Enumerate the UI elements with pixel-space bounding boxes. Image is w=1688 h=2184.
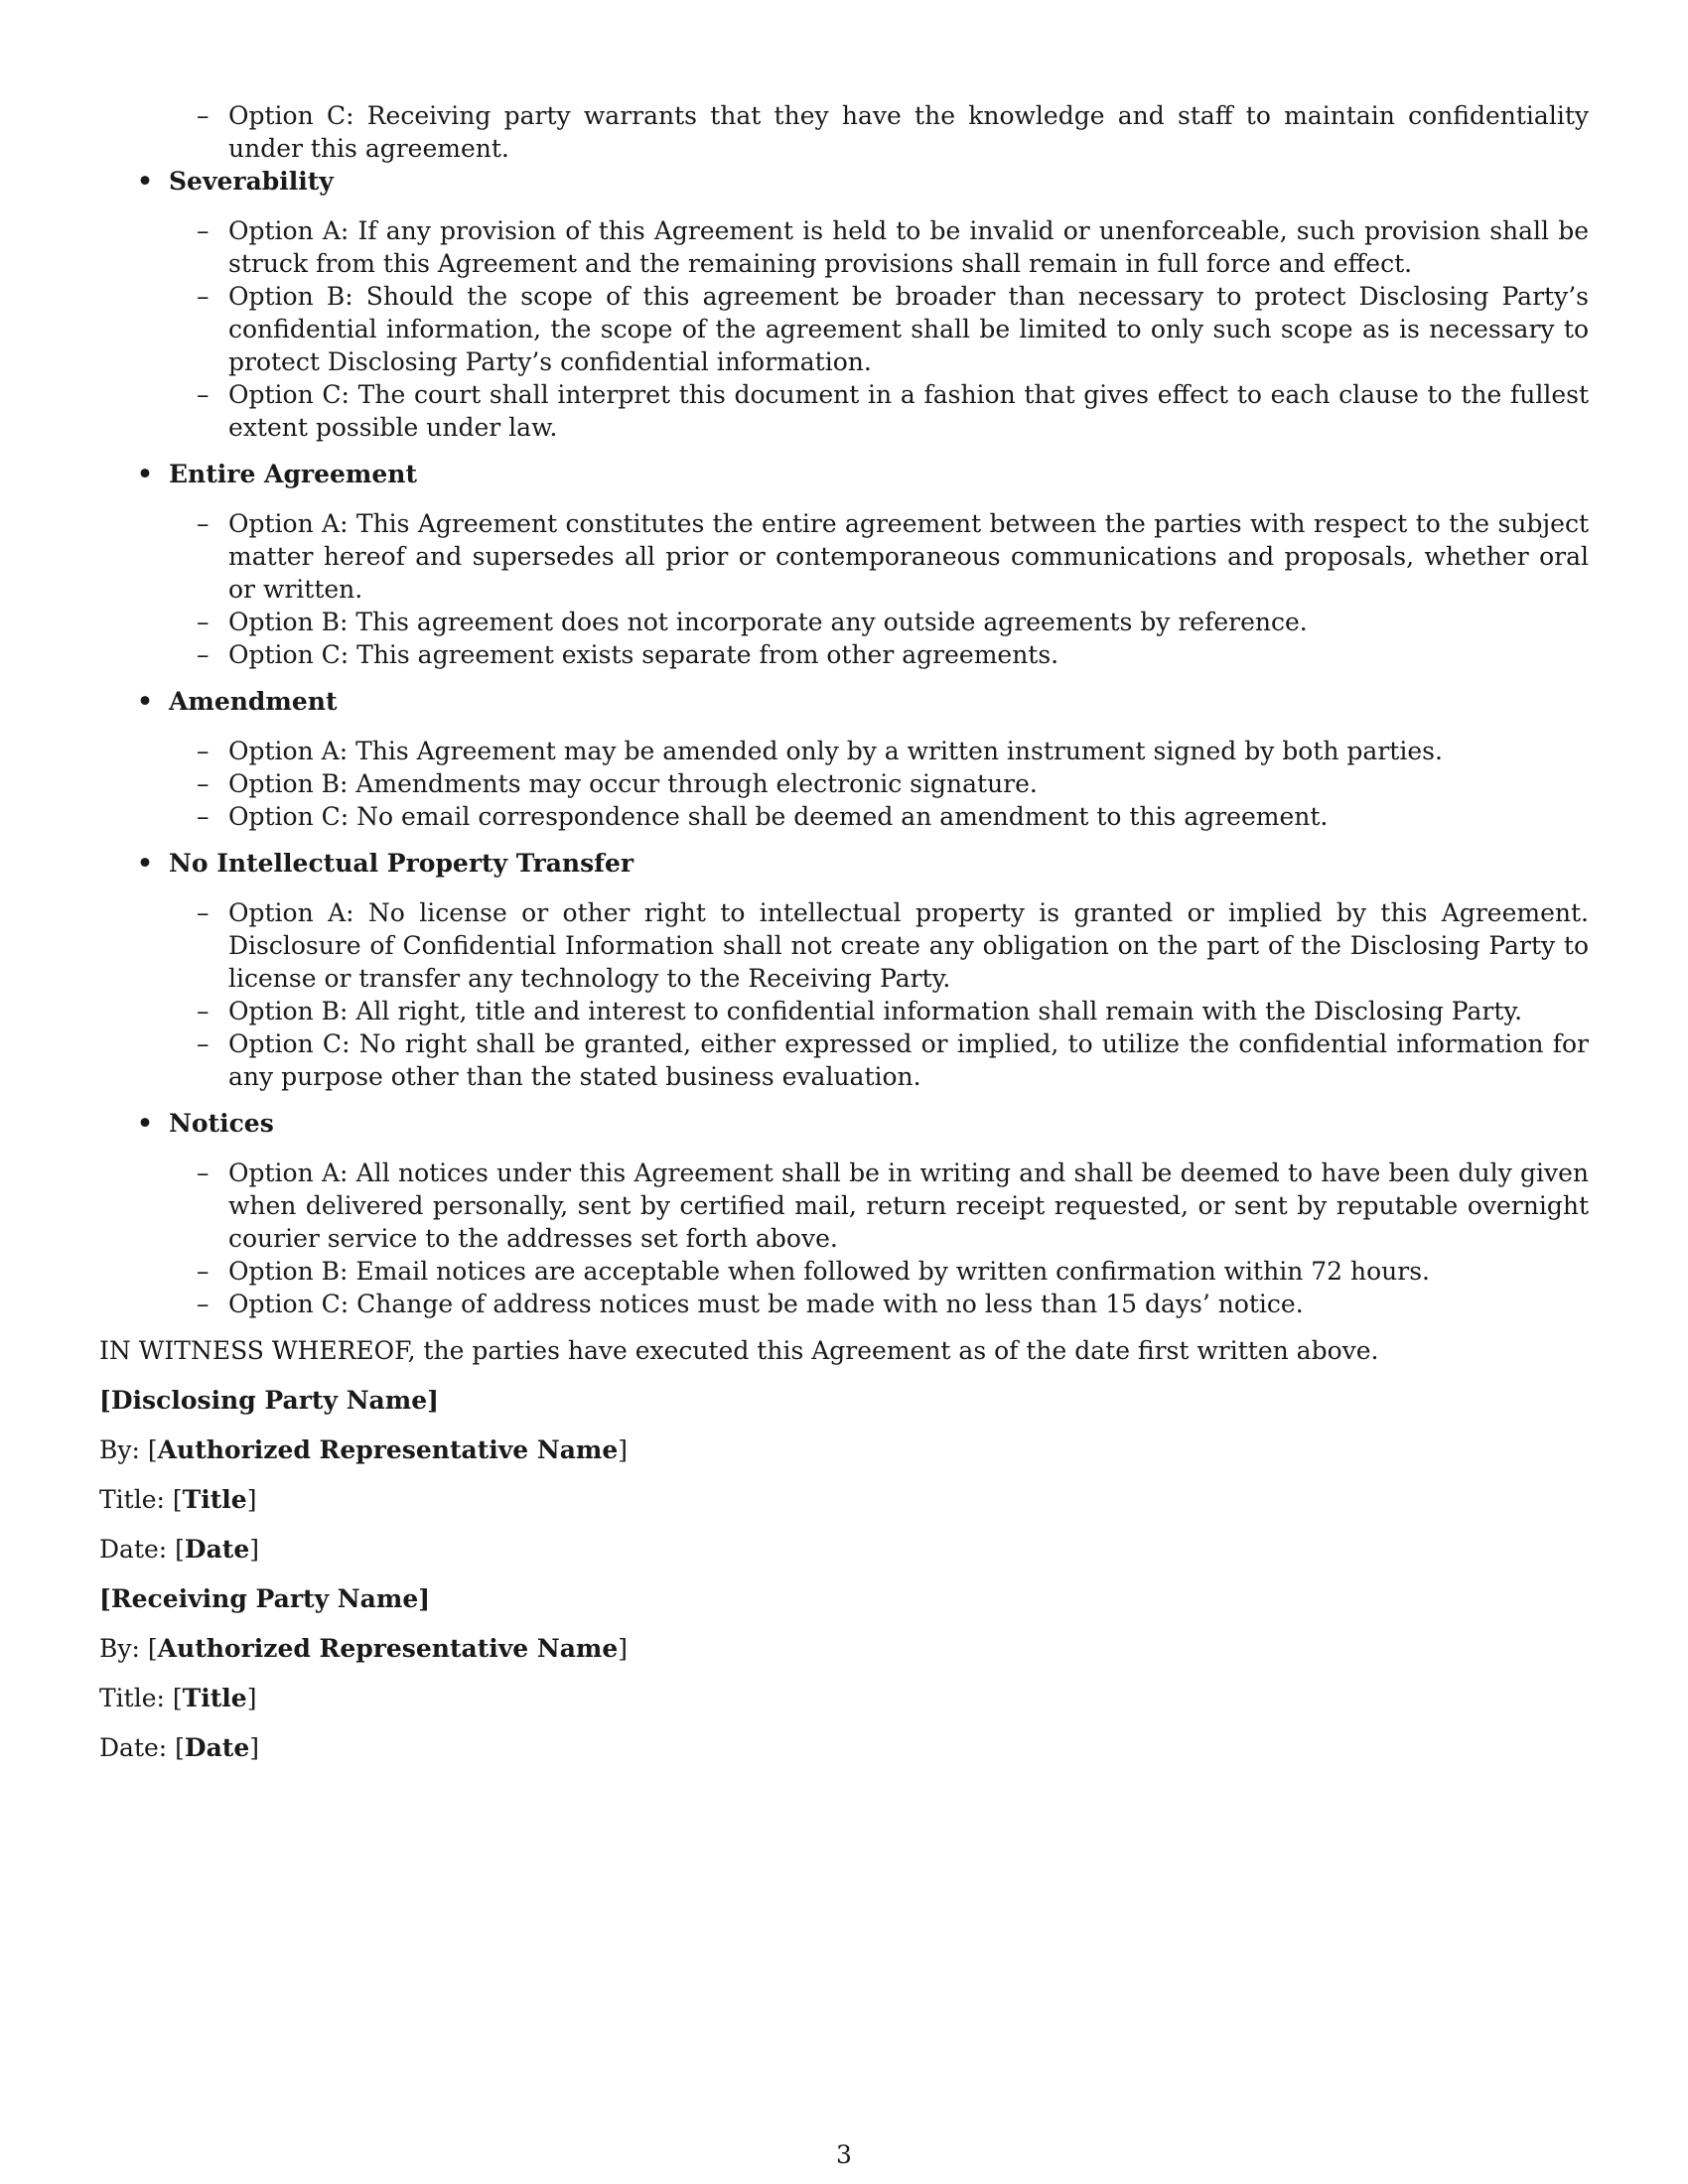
date-value: Date [184,1733,250,1762]
dash-marker: – [197,380,210,409]
clause-option [99,378,1589,444]
by-label: By: [99,1435,140,1464]
clause-option [99,896,1589,995]
by-value: Authorized Representative Name [157,1634,619,1663]
clause-heading [99,685,1589,718]
dash-marker: – [197,1159,210,1187]
date-label: Date: [99,1535,168,1564]
signature-by-line: By: [Authorized Representative Name] [99,1634,629,1663]
bullet-marker: • [137,849,153,878]
option-text: Option C: This agreement exists separate from other agreements. [228,640,1059,669]
clause-option [99,507,1589,606]
title-label: Title: [99,1485,165,1514]
clause-heading [99,165,1589,198]
clause-option [99,280,1589,378]
signature-date-line: Date: [Date] [99,1535,260,1564]
option-text: Option A: This Agreement may be amended only by a written instrument signed by both parties. [228,737,1443,765]
option-text: Option C: Change of address notices must be made with no less than 15 days’ notice. [228,1290,1304,1318]
dash-marker: – [197,1290,210,1318]
title-value: Title [182,1684,247,1712]
option-text: Option B: Should the scope of this agreement be broader than necessary to protect Disclosing Party’s confidential information, the scope of the agreement shall be limited to only such scope as is necessary to protect Disclosing Party’s confidential information. [228,282,1589,376]
continued-option [99,99,1589,165]
bullet-marker: • [137,687,153,716]
bullet-marker: • [137,460,153,488]
option-text: Option B: All right, title and interest to confidential information shall remain with the Disclosing Party. [228,997,1523,1025]
dash-marker: – [197,1257,210,1286]
dash-marker: – [197,737,210,765]
clause-option [99,638,1589,671]
clause-no-ip-transfer [99,847,1589,1093]
clause-heading [99,458,1589,490]
clause-heading [99,1107,1589,1140]
clause-heading-text: Amendment [169,687,338,716]
option-text: Option B: Email notices are acceptable when followed by written confirmation within 72 hours. [228,1257,1430,1286]
clause-heading-text: Severability [169,167,334,196]
clause-notices [99,1107,1589,1320]
title-value: Title [182,1485,247,1514]
witness-statement: IN WITNESS WHEREOF, the parties have executed this Agreement as of the date first written above. [99,1336,1379,1365]
option-text: Option B: Amendments may occur through electronic signature. [228,769,1038,798]
party-name-text: Receiving Party Name [110,1584,419,1613]
dash-marker: – [197,802,210,831]
dash-marker: – [197,1029,210,1058]
clause-option [99,800,1589,833]
clause-option [99,1027,1589,1093]
dash-marker: – [197,898,210,927]
clause-heading-text: Notices [169,1109,274,1138]
clause-option [99,214,1589,280]
clause-heading-text: Entire Agreement [169,460,417,488]
option-text: Option B: This agreement does not incorporate any outside agreements by reference. [228,608,1308,636]
option-text: Option A: All notices under this Agreement shall be in writing and shall be deemed to have been duly given when delivered personally, sent by certified mail, return receipt requested, or sent by reputable overnight courier service to the addresses set forth above. [228,1159,1589,1253]
party-name-text: Disclosing Party Name [110,1386,428,1415]
dash-marker: – [197,769,210,798]
clause-entire-agreement [99,458,1589,671]
option-text: Option C: No email correspondence shall be deemed an amendment to this agreement. [228,802,1329,831]
dash-marker: – [197,216,210,245]
option-text: Option C: Receiving party warrants that they have the knowledge and staff to maintain confidentiality under this agreement. [228,101,1589,163]
option-text: Option A: If any provision of this Agreement is held to be invalid or unenforceable, such provision shall be struck from this Agreement and the remaining provisions shall remain in full force and effect. [228,216,1589,278]
signature-title-line: Title: [Title] [99,1485,257,1514]
option-text: Option C: The court shall interpret this document in a fashion that gives effect to each clause to the fullest extent possible under law. [228,380,1589,442]
clause-option [99,995,1589,1027]
clause-option [99,1255,1589,1288]
party-name: [Disclosing Party Name] [99,1386,439,1415]
clause-heading-text: No Intellectual Property Transfer [169,849,634,878]
signature-by-line: By: [Authorized Representative Name] [99,1435,629,1464]
signature-block-receiving [99,1582,1589,1764]
page-number: 3 [836,2140,852,2169]
clause-heading [99,847,1589,880]
option-text: Option A: This Agreement constitutes the entire agreement between the parties with respect to the subject matter hereof and supersedes all prior or contemporaneous communications and proposals, whether oral or written. [228,509,1589,604]
by-value: Authorized Representative Name [157,1435,619,1464]
dash-marker: – [197,509,210,538]
signature-title-line: Title: [Title] [99,1684,257,1712]
option-text: Option A: No license or other right to intellectual property is granted or implied by this Agreement. Disclosure of Confidential Information shall not create any obligation on the part of the Disclosing Party to license or transfer any technology to the Receiving Party. [228,898,1589,993]
clause-option [99,1157,1589,1255]
by-label: By: [99,1634,140,1663]
clause-option [99,767,1589,800]
party-name: [Receiving Party Name] [99,1584,431,1613]
dash-marker: – [197,282,210,311]
dash-marker: – [197,101,210,130]
document-page [99,99,1589,1781]
date-label: Date: [99,1733,168,1762]
title-label: Title: [99,1684,165,1712]
clause-option [99,735,1589,767]
signature-date-line: Date: [Date] [99,1733,260,1762]
clause-option [99,606,1589,638]
bullet-marker: • [137,1109,153,1138]
clause-amendment [99,685,1589,833]
clause-option [99,1288,1589,1320]
signature-block-disclosing [99,1384,1589,1566]
clause-severability [99,165,1589,444]
dash-marker: – [197,608,210,636]
date-value: Date [184,1535,250,1564]
dash-marker: – [197,997,210,1025]
option-text: Option C: No right shall be granted, either expressed or implied, to utilize the confidential information for any purpose other than the stated business evaluation. [228,1029,1589,1091]
bullet-marker: • [137,167,153,196]
dash-marker: – [197,640,210,669]
